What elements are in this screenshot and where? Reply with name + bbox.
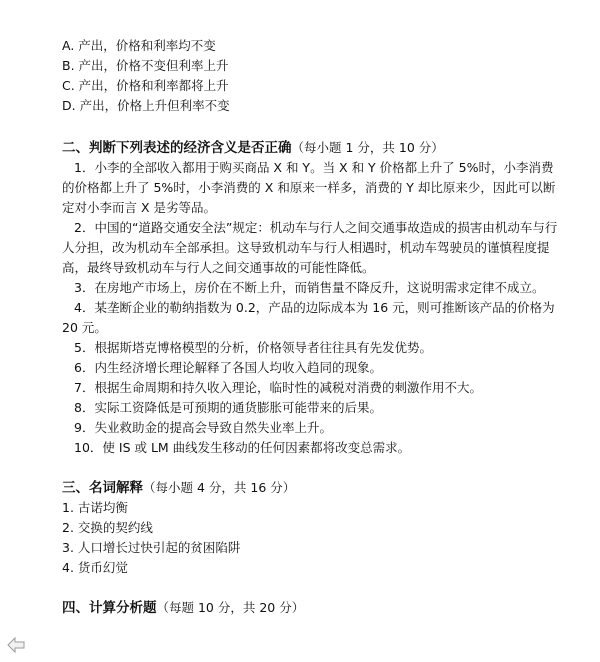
- section-2-note: （每小题 1 分，共 10 分）: [291, 140, 444, 155]
- judgement-item: 10．使 IS 或 LM 曲线发生移动的任何因素都将改变总需求。: [74, 440, 411, 455]
- section-2-items: [62, 158, 562, 458]
- option-c: C. 产出，价格和利率都将上升: [62, 78, 229, 93]
- judgement-item: 4．某垄断企业的勒纳指数为 0.2，产品的边际成本为 16 元，则可推断该产品的价格为 20 元。: [62, 300, 555, 335]
- judgement-item: 8．实际工资降低是可预期的通货膨胀可能带来的后果。: [74, 400, 382, 415]
- judgement-item: 9．失业救助金的提高会导致自然失业率上升。: [74, 420, 332, 435]
- term-item: 2. 交换的契约线: [62, 520, 153, 535]
- judgement-item: 3．在房地产市场上，房价在不断上升，而销售量不降反升，这说明需求定律不成立。: [74, 280, 545, 295]
- section-4-title: 四、计算分析题: [62, 600, 157, 616]
- option-a: A. 产出，价格和利率均不变: [62, 38, 216, 53]
- back-arrow-icon-svg: [6, 636, 26, 654]
- section-3-items: [62, 498, 562, 578]
- back-arrow-icon[interactable]: [6, 636, 26, 654]
- judgement-item: 5．根据斯塔克博格模型的分析，价格领导者往往具有先发优势。: [74, 340, 432, 355]
- section-4-note: （每题 10 分，共 20 分）: [156, 600, 305, 615]
- option-list: [62, 36, 562, 116]
- judgement-item: 2．中国的“道路交通安全法”规定：机动车与行人之间交通事故造成的损害由机动车与行人分担，改为机动车全部承担。这导致机动车与行人相遇时，机动车驾驶员的谨慎程度提高，最终导致机动车与行人之间交通事故的可能性降低。: [62, 220, 558, 275]
- section-3-note: （每小题 4 分，共 16 分）: [143, 480, 296, 495]
- judgement-item: 1．小李的全部收入都用于购买商品 X 和 Y。当 X 和 Y 价格都上升了 5%时，小李消费的价格都上升了 5%时，小李消费的 X 和原来一样多，消费的 Y 却比原来少，因此可以断定对小李而言 X 是劣等品。: [62, 160, 556, 215]
- judgement-item: 6．内生经济增长理论解释了各国人均收入趋同的现象。: [74, 360, 382, 375]
- option-b: B. 产出，价格不变但利率上升: [62, 58, 229, 73]
- section-3-heading: [62, 478, 562, 498]
- judgement-item: 7．根据生命周期和持久收入理论，临时性的减税对消费的刺激作用不大。: [74, 380, 482, 395]
- section-3-title: 三、名词解释: [62, 480, 143, 496]
- option-d: D. 产出，价格上升但利率不变: [62, 98, 230, 113]
- term-item: 3. 人口增长过快引起的贫困陷阱: [62, 540, 241, 555]
- section-4-heading: [62, 598, 562, 618]
- section-2-heading: [62, 138, 562, 158]
- term-item: 1. 古诺均衡: [62, 500, 128, 515]
- document-page: [62, 36, 562, 618]
- term-item: 4. 货币幻觉: [62, 560, 128, 575]
- section-2-title: 二、判断下列表述的经济含义是否正确: [62, 140, 292, 156]
